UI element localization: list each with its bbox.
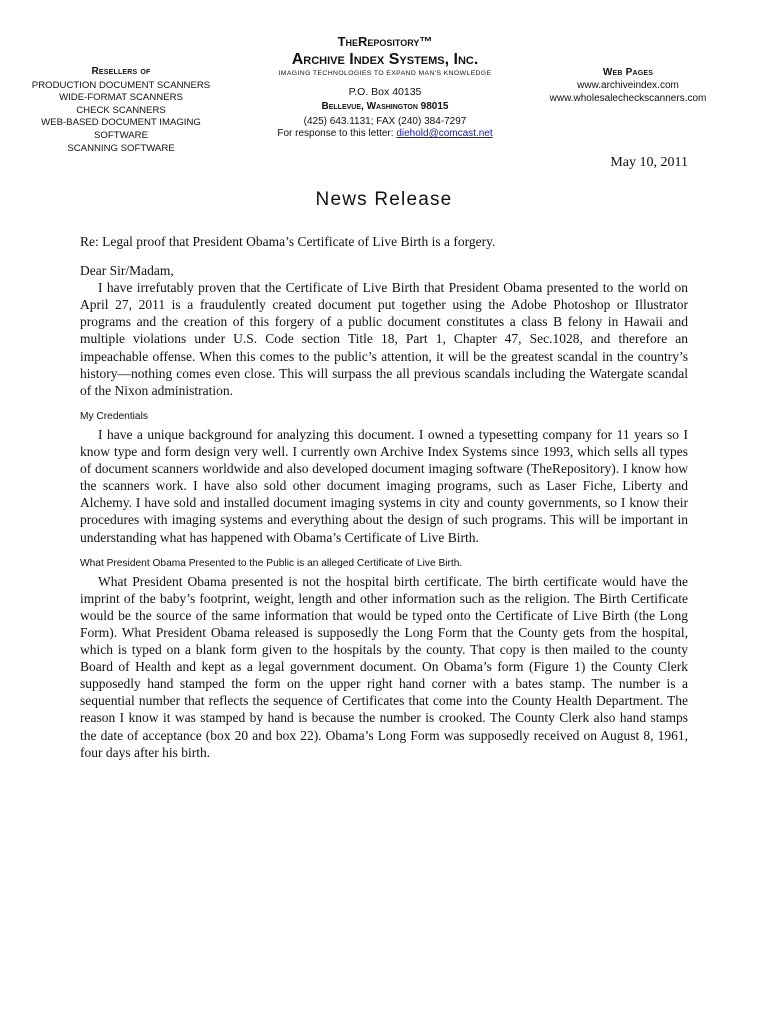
reseller-item: WEB-BASED DOCUMENT IMAGING SOFTWARE	[41, 117, 201, 141]
web-page-link[interactable]: www.wholesalecheckscanners.com	[549, 93, 707, 104]
company-tagline: IMAGING TECHNOLOGIES TO EXPAND MAN'S KNOWLEDGE	[278, 70, 492, 77]
po-box: P.O. Box 40135	[348, 86, 422, 98]
letter-body	[80, 233, 688, 761]
section-heading: My Credentials	[80, 410, 148, 422]
release-title: News Release	[315, 189, 453, 210]
web-pages-heading: Web Pages	[602, 67, 654, 78]
reseller-item: CHECK SCANNERS	[76, 104, 166, 116]
salutation: Dear Sir/Madam,	[80, 263, 174, 279]
paragraph: I have irrefutably proven that the Certificate of Live Birth that President Obama presented to the world on April 27, 2011 is a fraudulently created document put together using the Adobe Photoshop or Illustrator programs and the creation of this forgery of a public document constitutes a class B felony in Hawaii and multiple violations under U.S. Code section Title 18, Part 1, Chapter 47, Sec.1028, and therefore an impeachable offense. When this comes to the public’s attention, it will be the greatest scandal in the country’s history—nothing comes even close. This will surpass the all previous scandals including the Watergate scandal of the Nixon administration.	[80, 280, 688, 398]
letter-date: May 10, 2011	[610, 155, 688, 170]
section-heading: What President Obama Presented to the Public is an alleged Certificate of Live Birth.	[80, 557, 463, 569]
city-address: Bellevue, Washington 98015	[321, 101, 449, 112]
web-pages-block	[538, 66, 718, 105]
response-line	[250, 128, 520, 139]
response-prefix: For response to this letter:	[277, 128, 397, 139]
reseller-item: PRODUCTION DOCUMENT SCANNERS	[31, 79, 211, 91]
product-name: TheRepository™	[337, 34, 433, 49]
resellers-block	[14, 66, 228, 155]
web-page-link[interactable]: www.archiveindex.com	[577, 80, 679, 91]
letterhead	[250, 34, 520, 139]
re-line: Re: Legal proof that President Obama’s Certificate of Live Birth is a forgery.	[80, 234, 496, 249]
response-email-link[interactable]: diehold@comcast.net	[396, 128, 493, 139]
reseller-item: WIDE-FORMAT SCANNERS	[59, 92, 183, 104]
company-name: Archive Index Systems, Inc.	[291, 51, 479, 68]
resellers-heading: Resellers of	[91, 66, 151, 77]
paragraph: I have a unique background for analyzing this document. I owned a typesetting company for 11 years so I know type and form design very well. I currently own Archive Index Systems since 1993, which sells all types of document scanners worldwide and also developed document imaging software (TheRepository). I know how the scanners work. I have also sold other document imaging programs, such as Laser Fiche, Liberty and Alchemy. I have sold and installed document imaging systems in city and county governments, so I know their procedures with imaging systems and everything about the design of such programs. This will be important in understanding what has happened with Obama’s Certificate of Live Birth.	[80, 426, 688, 545]
reseller-item: SCANNING SOFTWARE	[67, 142, 175, 154]
phone-fax: (425) 643.1131; FAX (240) 384-7297	[303, 116, 467, 127]
paragraph: What President Obama presented is not the hospital birth certificate. The birth certificate would have the imprint of the baby’s footprint, weight, length and other information such as the religion. The Birth Certificate would be the source of the same information that would be typed onto the Certificate of Live Birth (the Long Form). What President Obama released is supposedly the Long Form that the County gets from the hospital, which is typed on a blank form given to the hospitals by the county. That copy is then mailed to the county Board of Health and kept as a legal government document. On Obama’s form (Figure 1) the County Clerk supposedly hand stamped the form on the upper right hand corner with a bates stamp. The number is a sequential number that reflects the sequence of Certificates that come into the County Health Department. The reason I know it was stamped by hand is because the number is crooked. The County Clerk also hand stamps the date of acceptance (box 20 and box 22). Obama’s Long Form was supposedly received on August 8, 1961, four days after his birth.	[80, 573, 688, 760]
